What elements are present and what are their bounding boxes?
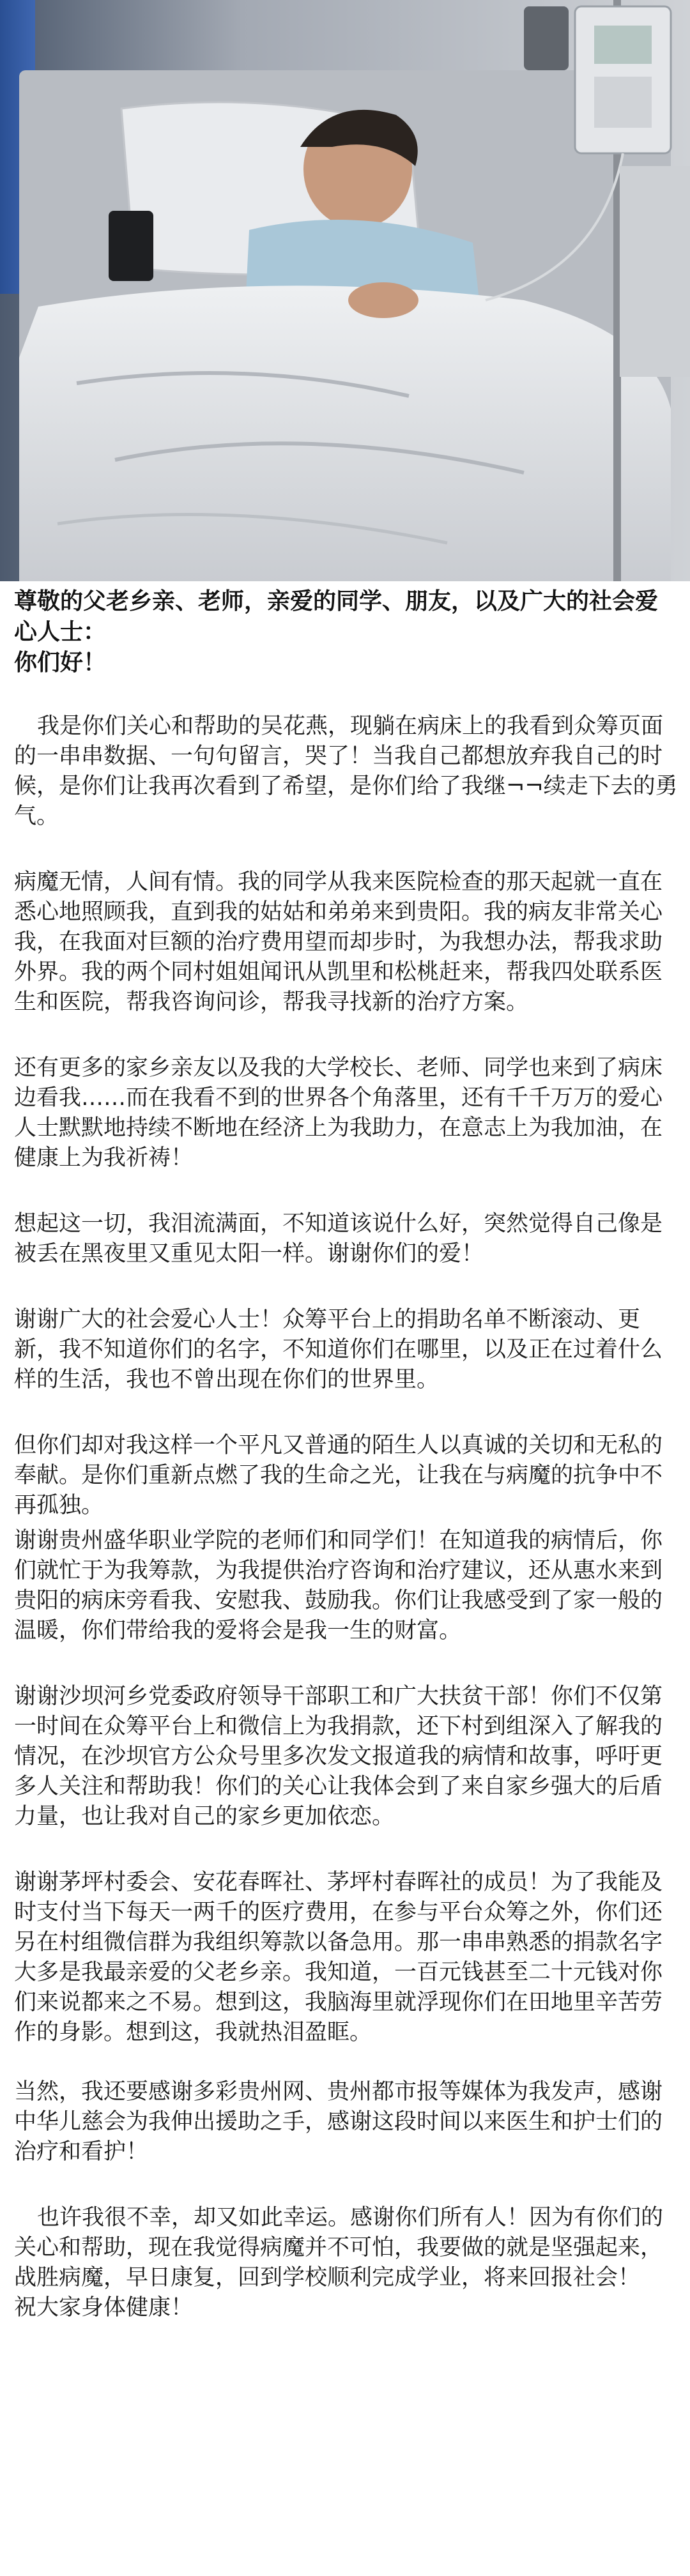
letter-paragraph: 但你们却对我这样一个平凡又普通的陌生人以真诚的关切和无私的奉献。是你们重新点燃了我的生命之光，让我在与病魔的抗争中不再孤独。 <box>14 1433 663 1518</box>
letter-paragraph: 谢谢贵州盛华职业学院的老师们和同学们！在知道我的病情后，你们就忙于为我筹款，为我提供治疗咨询和治疗建议，还从惠水来到贵阳的病床旁看我、安慰我、鼓励我。你们让我感受到了家一般的温暖，你们带给我的爱将会是我一生的财富。 <box>14 1528 663 1643</box>
letter-paragraph: 也许我很不幸，却又如此幸运。感谢你们所有人！因为有你们的关心和帮助，现在我觉得病魔并不可怕，我要做的就是坚强起来，战胜病魔，早日康复，回到学校顺利完成学业，将来回报社会！ <box>14 2205 664 2290</box>
letter-paragraph: 谢谢广大的社会爱心人士！众筹平台上的捐助名单不断滚动、更新，我不知道你们的名字，不知道你们在哪里，以及正在过着什么样的生活，我也不曾出现在你们的世界里。 <box>14 1307 663 1392</box>
letter-paragraph: 想起这一切，我泪流满面，不知道该说什么好，突然觉得自己像是被丢在黑夜里又重见太阳一样。谢谢你们的爱！ <box>14 1211 663 1267</box>
letter-closing: 祝大家身体健康！ <box>14 2295 194 2321</box>
letter-paragraph: 我是你们关心和帮助的吴花燕，现躺在病床上的我看到众筹页面的一串串数据、一句句留言，哭了！当我自己都想放弃我自己的时候，是你们让我再次看到了希望，是你们给了我继¬¬续走下去的勇气。 <box>14 713 678 829</box>
hospital-bed-scene <box>0 0 690 581</box>
letter-paragraph: 还有更多的家乡亲友以及我的大学校长、老师、同学也来到了病床边看我……而在我看不到的世界各个角落里，还有千千万万的爱心人士默默地持续不断地在经济上为我助力，在意志上为我加油，在健康上为我祈祷！ <box>14 1055 663 1171</box>
letter-salutation: 尊敬的父老乡亲、老师，亲爱的同学、朋友，以及广大的社会爱心人士： <box>14 588 659 645</box>
letter-paragraph: 病魔无情，人间有情。我的同学从我来医院检查的那天起就一直在悉心地照顾我，直到我的姑姑和弟弟来到贵阳。我的病友非常关心我，在我面对巨额的治疗费用望而却步时，为我想办法，帮我求助外界。我的两个同村姐姐闻讯从凯里和松桃赶来，帮我四处联系医生和医院，帮我咨询问诊，帮我寻找新的治疗方案。 <box>14 869 663 1015</box>
letter-paragraph: 当然，我还要感谢多彩贵州网、贵州都市报等媒体为我发声，感谢中华儿慈会为我伸出援助之手，感谢这段时间以来医生和护士们的治疗和看护！ <box>14 2079 663 2165</box>
letter-greeting: 你们好！ <box>14 650 107 676</box>
letter-paragraph: 谢谢沙坝河乡党委政府领导干部职工和广大扶贫干部！你们不仅第一时间在众筹平台上和微信上为我捐款，还下村到组深入了解我的情况，在沙坝官方公众号里多次发文报道我的病情和故事，呼吁更多人关注和帮助我！你们的关心让我体会到了来自家乡强大的后盾力量，也让我对自己的家乡更加依恋。 <box>14 1684 663 1829</box>
letter <box>14 586 678 2323</box>
letter-paragraph: 谢谢茅坪村委会、安花春晖社、茅坪村春晖社的成员！为了我能及时支付当下每天一两千的医疗费用，在参与平台众筹之外，你们还另在村组微信群为我组织筹款以备急用。那一串串熟悉的捐款名字大多是我最亲爱的父老乡亲。我知道，一百元钱甚至二十元钱对你们来说都来之不易。想到这，我脑海里就浮现你们在田地里辛苦劳作的身影。想到这，我就热泪盈眶。 <box>14 1870 663 2045</box>
patient-photo <box>0 0 690 581</box>
